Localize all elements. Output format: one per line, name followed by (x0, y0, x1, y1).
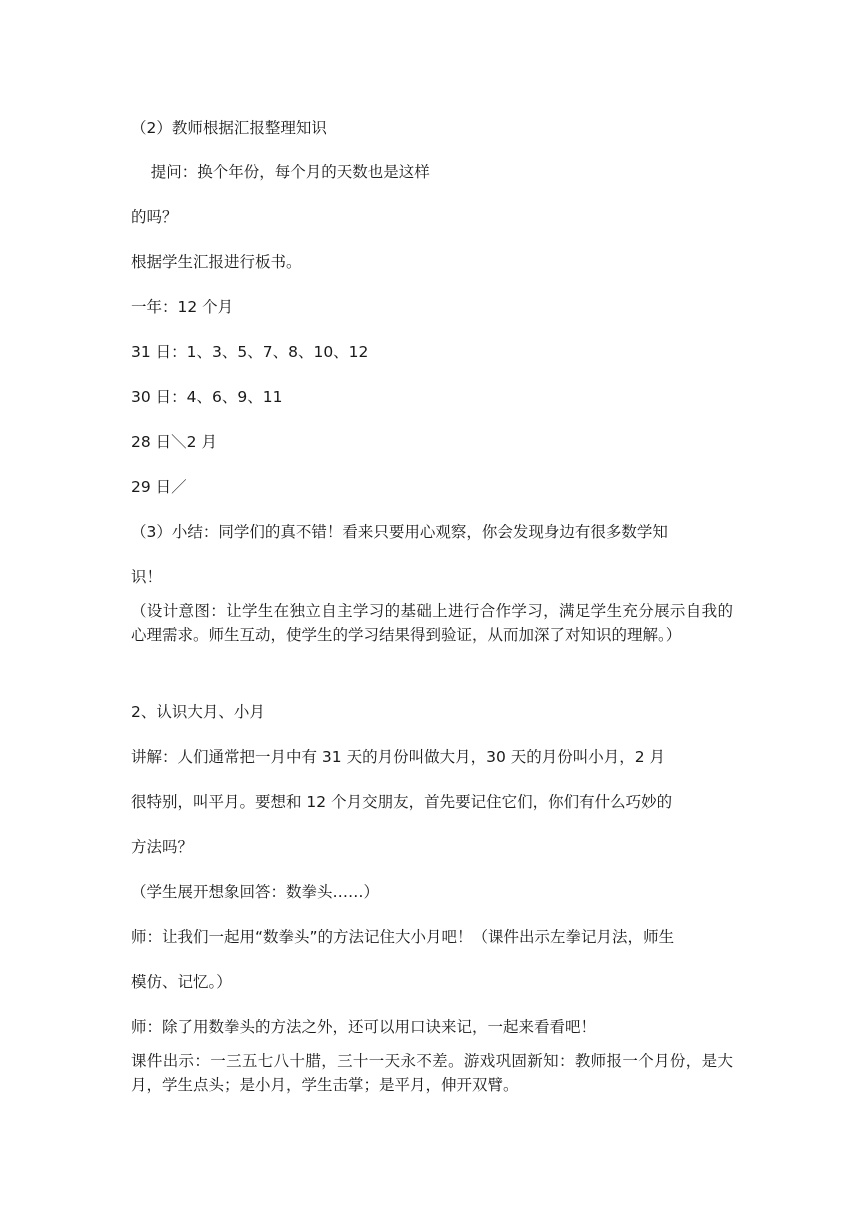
explanation-line: 讲解：人们通常把一月中有 31 天的月份叫做大月，30 天的月份叫小月，2 月 (131, 748, 666, 766)
board-line-30-days: 30 日：4、6、9、11 (131, 388, 283, 406)
question-line: 提问：换个年份，每个月的天数也是这样 (131, 163, 430, 181)
explanation-line-2: 很特别，叫平月。要想和 12 个月交朋友，首先要记住它们，你们有什么巧妙的 (131, 793, 673, 811)
teacher-fist-method-line-continued: 模仿、记忆。） (131, 973, 232, 991)
board-line-31-days: 31 日：1、3、5、7、8、10、12 (131, 343, 369, 361)
question-line-continued: 的吗？ (131, 208, 178, 226)
explanation-line-3: 方法吗？ (131, 838, 194, 856)
blackboard-intro: 根据学生汇报进行板书。 (131, 253, 302, 271)
teacher-rhyme-line: 师：除了用数拳头的方法之外，还可以用口诀来记，一起来看看吧！ (131, 1018, 597, 1036)
board-line-29-days: 29 日／ (131, 478, 187, 496)
courseware-rhyme-paragraph: 课件出示：一三五七八十腊，三十一天永不差。游戏巩固新知：教师报一个月份，是大月，学生点头；是小月，学生击掌；是平月，伸开双臂。 (131, 1052, 733, 1094)
board-line-year: 一年：12 个月 (131, 298, 234, 316)
student-answer-line: （学生展开想象回答：数拳头……） (131, 883, 380, 901)
summary-line: （3）小结：同学们的真不错！看来只要用心观察，你会发现身边有很多数学知 (131, 523, 668, 541)
summary-line-continued: 识！ (131, 568, 163, 586)
section-heading-summary: （2）教师根据汇报整理知识 (131, 119, 327, 137)
board-line-28-days: 28 日＼2 月 (131, 433, 217, 451)
section-heading-big-small-month: 2、认识大月、小月 (131, 703, 265, 721)
design-intent-paragraph: （设计意图：让学生在独立自主学习的基础上进行合作学习，满足学生充分展示自我的心理需求。师生互动，使学生的学习结果得到验证，从而加深了对知识的理解。） (131, 602, 733, 644)
teacher-fist-method-line: 师：让我们一起用“数拳头”的方法记住大小月吧！（课件出示左拳记月法，师生 (131, 928, 675, 946)
